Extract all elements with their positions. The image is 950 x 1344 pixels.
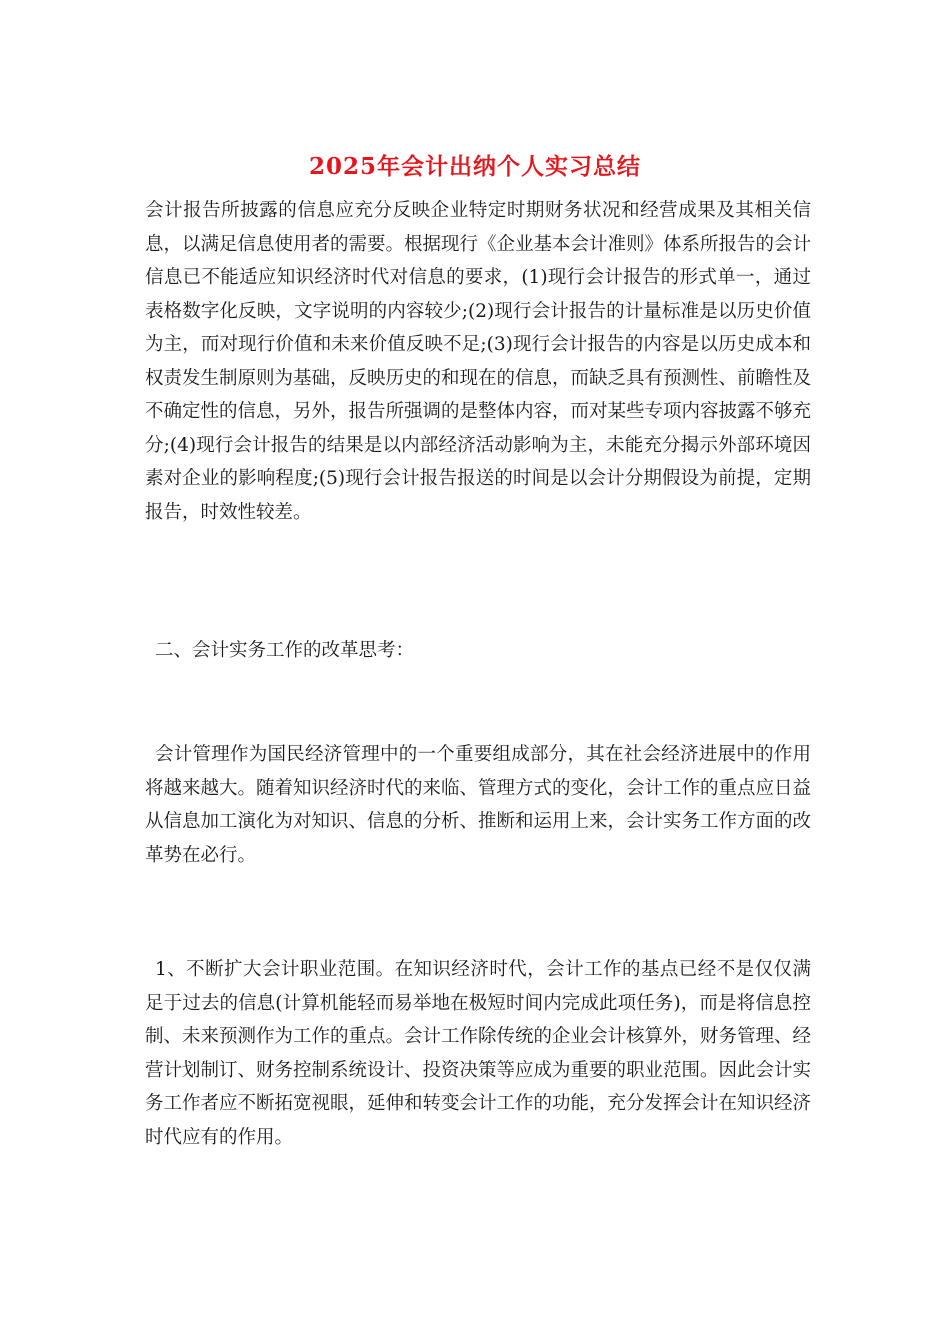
paragraph-reform-intro: 会计管理作为国民经济管理中的一个重要组成部分，其在社会经济进展中的作用将越来越大。随着知识经济时代的来临、管理方式的变化，会计工作的重点应日益从信息加工演化为对知识、信息的分析、推断和运用上来，会计实务工作方面的改革势在必行。 <box>145 744 812 866</box>
paragraph-report-issues: 会计报告所披露的信息应充分反映企业特定时期财务状况和经营成果及其相关信息，以满足信息使用者的需要。根据现行《企业基本会计准则》体系所报告的会计信息已不能适应知识经济时代对信息的要求，(1)现行会计报告的形式单一，通过表格数字化反映，文字说明的内容较少;(2)现行会计报告的计量标准是以历史价值为主，而对现行价值和未来价值反映不足;(3)现行会计报告的内容是以历史成本和权责发生制原则为基础，反映历史的和现在的信息，而缺乏具有预测性、前瞻性及不确定性的信息，另外，报告所强调的是整体内容，而对某些专项内容披露不够充分;(4)现行会计报告的结果是以内部经济活动影响为主，未能充分揭示外部环境因素对企业的影响程度;(5)现行会计报告报送的时间是以会计分期假设为前提，定期报告，时效性较差。 <box>145 200 812 523</box>
section-heading-reform: 二、会计实务工作的改革思考： <box>155 640 415 661</box>
document-title: 2025年会计出纳个人实习总结 <box>308 153 641 180</box>
paragraph-reform-point-1: 1、不断扩大会计职业范围。在知识经济时代，会计工作的基点已经不是仅仅满足于过去的信息(计算机能轻而易举地在极短时间内完成此项任务)，而是将信息控制、未来预测作为工作的重点。会计工作除传统的企业会计核算外，财务管理、经营计划制订、财务控制系统设计、投资决策等应成为重要的职业范围。因此会计实务工作者应不断拓宽视眼，延伸和转变会计工作的功能，充分发挥会计在知识经济时代应有的作用。 <box>145 959 812 1148</box>
